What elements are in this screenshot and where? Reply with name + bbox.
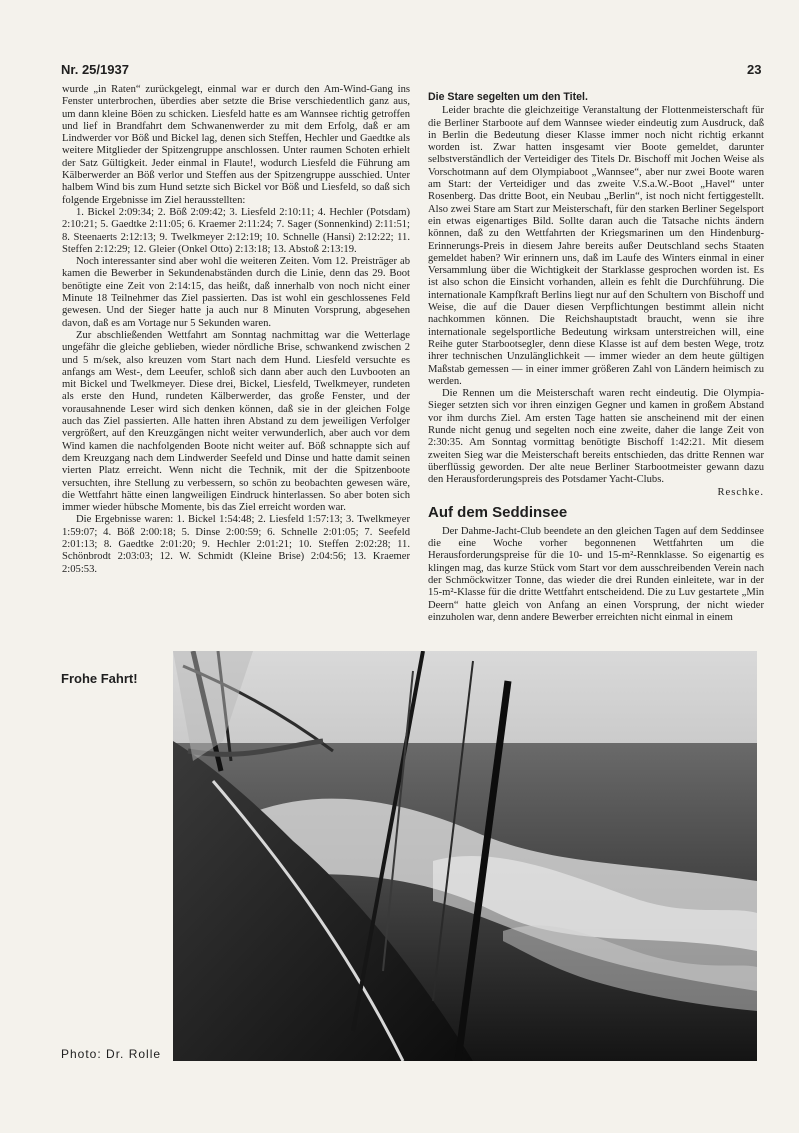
left-paragraph-1: wurde „in Raten“ zurückgelegt, einmal war er durch den Am-Wind-Gang ins Fenster unterbrochen, überdies aber setzte die Brise verschiedentlich ganz aus, um dann kleine Böen zu schicken. Liesfeld hatte es am Wannsee richtig getroffen und lief in Brandfahrt dem Schwanenwerder zu mit dem Erfolg, daß er am Lindwerder vor Böß und Bickel lag, denen sich Steffen, Hechler und Gaedtke als weitere Mitglieder der Spitzengruppe anschlossen. Unter raumen Schoten erhielt der Satz Gültigkeit. Jeder einmal in Flaute!, wodurch Liesfeld die Führung am Kälberwerder an Böß verlor und Steffen aus der Spitzengruppe ausschied. Unter halbem Wind bis zum Hund setzte sich Bickel vor Böß und Liesfeld, so daß sich folgende Ergebnisse im Ziel herausstellten: (62, 84, 410, 206)
left-paragraph-3: Zur abschließenden Wettfahrt am Sonntag nachmittag war die Wetterlage ungefähr die gleiche geblieben, wieder nördliche Brise, schwankend zwischen 2 und 5 m/sek, also kreuzen vom Start nach dem Hund. Liesfeld versuchte es anfangs am West-, dem Leeufer, schloß sich dann aber auch den Luvbooten an mit Bickel und Twelkmeyer. Diese drei, Bickel, Liesfeld, Twelkmeyer, rundeten als erste den Hund, rundeten Kälberwerder, das große Fenster, und der vorausahnende Leser wird sich denken können, daß sie in der gleichen Folge auch das Ziel passierten. Alle hatten ihren Abstand zu dem jeweiligen Verfolger vergrößert, auf den Kreuzgängen nicht weiter verwunderlich, aber auch vor dem Wind kamen die nachfolgenden Boote nicht weiter auf. Böß schnappte sich auf dem Kreuzgang nach dem Lindwerder Seefeld und Dinse und hatte damit seinen vierten Platz erreicht. Wenn nicht die Technik, mit der die Spitzenboote versuchten, ihre Stellung zu verbessern, so schön zu beobachten gewesen wäre, die Wettfahrt hätte einen langweiligen Eindruck hinterlassen. So aber boten sich immer wieder hübsche Momente, bis das Ziel erreicht worden war. (62, 329, 410, 514)
right-column (428, 91, 764, 624)
page-number: 23 (747, 62, 762, 77)
results-list-1: 1. Bickel 2:09:34; 2. Böß 2:09:42; 3. Liesfeld 2:10:11; 4. Hechler (Potsdam) 2:10:21; 5. Gaedtke 2:11:05; 6. Kraemer 2:11:24; 7. Sager (Sonnenkind) 2:11:51; 8. Steenaerts 2:12:13; 9. Twelkmeyer 2:12:19; 10. Schnelle (Hansi) 2:12:22; 11. Steffen 2:12:29; 12. Gleier (Onkel Otto) 2:13:18; 13. Abstoß 2:13:19. (62, 206, 410, 255)
sailing-photo (173, 651, 757, 1061)
right-paragraph-1: Leider brachte die gleichzeitige Veranstaltung der Flottenmeisterschaft für die Berliner Starboote auf dem Wannsee wieder eindeutig zum Ausdruck, daß in Berlin die Bedeutung dieser Klasse immer noch nicht richtig erkannt worden ist. Zwar hatten insgesamt vier Boote gemeldet, darunter selbstverständlich der Verteidiger des Titels Dr. Bischoff mit Jochen Weise als Vorschotmann auf dem Olympiaboot „Wannsee“, aber nur zwei Boote waren am Start: der Verteidiger und das zweite V.S.a.W.-Boot „Havel“ unter Rosenberg. Das dritte Boot, ein Neubau „Berlin“, ist noch nicht fertiggestellt. Also zwei Stare am Start zur Meisterschaft, für den starken Berliner Segelsport ein etwas eigenartiges Bild. Sollte daran auch die Tatsache nichts ändern können, daß zu den Wettfahrten der Kriegsmarinen um den Hindenburg-Erinnerungs-Preis in diesem Jahre bereits außer Deutschland sechs Staaten gemeldet haben? Wir erinnern uns, daß im Laufe des Winters einmal in einer Versammlung über die Wichtigkeit der Starklasse gesprochen worden ist. Es ist also schon die Einsicht vorhanden, allein es fehlt die Durchführung. Die internationale Kampfkraft Berlins liegt nur auf den Schultern von Bischoff und Weise, die auf die Dauer diesen Verpflichtungen bestimmt allein nicht nachkommen können. Die Reichshauptstadt braucht, wenn sie ihre internationale segelsportliche Bedeutung wirksam unterstreichen will, eine Reihe guter Starbootsegler, denn diese Klasse ist auf dem besten Wege, trotz ihrer technischen Unzulänglichkeit — immer wieder an dem heute gültigen Maßstab gemessen — in einer immer größeren Zahl von Ländern heimisch zu werden. (428, 105, 764, 387)
results-list-2: Die Ergebnisse waren: 1. Bickel 1:54:48; 2. Liesfeld 1:57:13; 3. Twelkmeyer 1:59:07; 4. Böß 2:00:18; 5. Dinse 2:00:59; 6. Schnelle 2:01:05; 7. Seefeld 2:01:13; 8. Gaedtke 2:01:20; 9. Hechler 2:01:21; 10. Steffen 2:02:28; 11. Schönbrodt 2:03:03; 12. W. Schmidt (Kleine Brise) 2:04:56; 13. Kraemer 2:05:53. (62, 514, 410, 575)
author-signature: Reschke. (717, 486, 764, 498)
photo-credit: Photo: Dr. Rolle (61, 1047, 162, 1061)
right-paragraph-3: Der Dahme-Jacht-Club beendete an den gleichen Tagen auf dem Seddinsee die eine Woche vorher begonnenen Wettfahrten um die Herausforderungspreise für die 10- und 15-m²-Rennklasse. So eigenartig es klingen mag, das kurze Stück vom Start vor dem ausschreibenden Verein nach der Schmöckwitzer Tonne, das wieder die drei Runden einleitete, war in der 15-m²-Klasse für die dritte Wettfahrt entscheidend. Die zu Luv gestartete „Min Deern“ hatte gleich von Anfang an einen Vorsprung, der nicht wieder einzuholen war, denn andere Bewerber erreichten nicht einmal in einem (428, 525, 764, 623)
issue-number: Nr. 25/1937 (61, 62, 129, 77)
left-paragraph-2: Noch interessanter sind aber wohl die weiteren Zeiten. Vom 12. Preisträger ab kamen die Bewerber in Sekundenabständen durch die Linie, denn das 29. Boot benötigte eine Zeit von 2:14:15, das heißt, daß innerhalb von noch nicht einer Minute 18 Teilnehmer das Ziel passierten. Das ist wohl ein geschlossenes Feld gewesen. Und der Sieger hatte ja auch nur 8 Minuten Vorsprung, abgesehen davon, daß es am Vortage nur 5 Sekunden waren. (62, 256, 410, 329)
left-column (62, 84, 410, 576)
photo-caption: Frohe Fahrt! (61, 671, 138, 686)
section-title: Auf dem Seddinsee (428, 503, 568, 521)
article-subheading: Die Stare segelten um den Titel. (428, 91, 588, 103)
right-paragraph-2: Die Rennen um die Meisterschaft waren recht eindeutig. Die Olympia-Sieger setzten sich vor ihren einzigen Gegner und kamen in großem Abstand vor ihm durchs Ziel. Am ersten Tage hatten sie anscheinend mit der einen Runde nicht genug und segelten noch eine zweite, daher die lange Zeit von 2:30:35. Am Sonntag vormittag benötigte Bischoff 1:42:21. Mit diesem zweiten Sieg war die Meisterschaft bereits entschieden, das dritte Rennen war überflüssig geworden. Der alte neue Berliner Starbootmeister gewann dazu den Herausforderungspreis des Potsdamer Yacht-Clubs. (428, 388, 764, 486)
